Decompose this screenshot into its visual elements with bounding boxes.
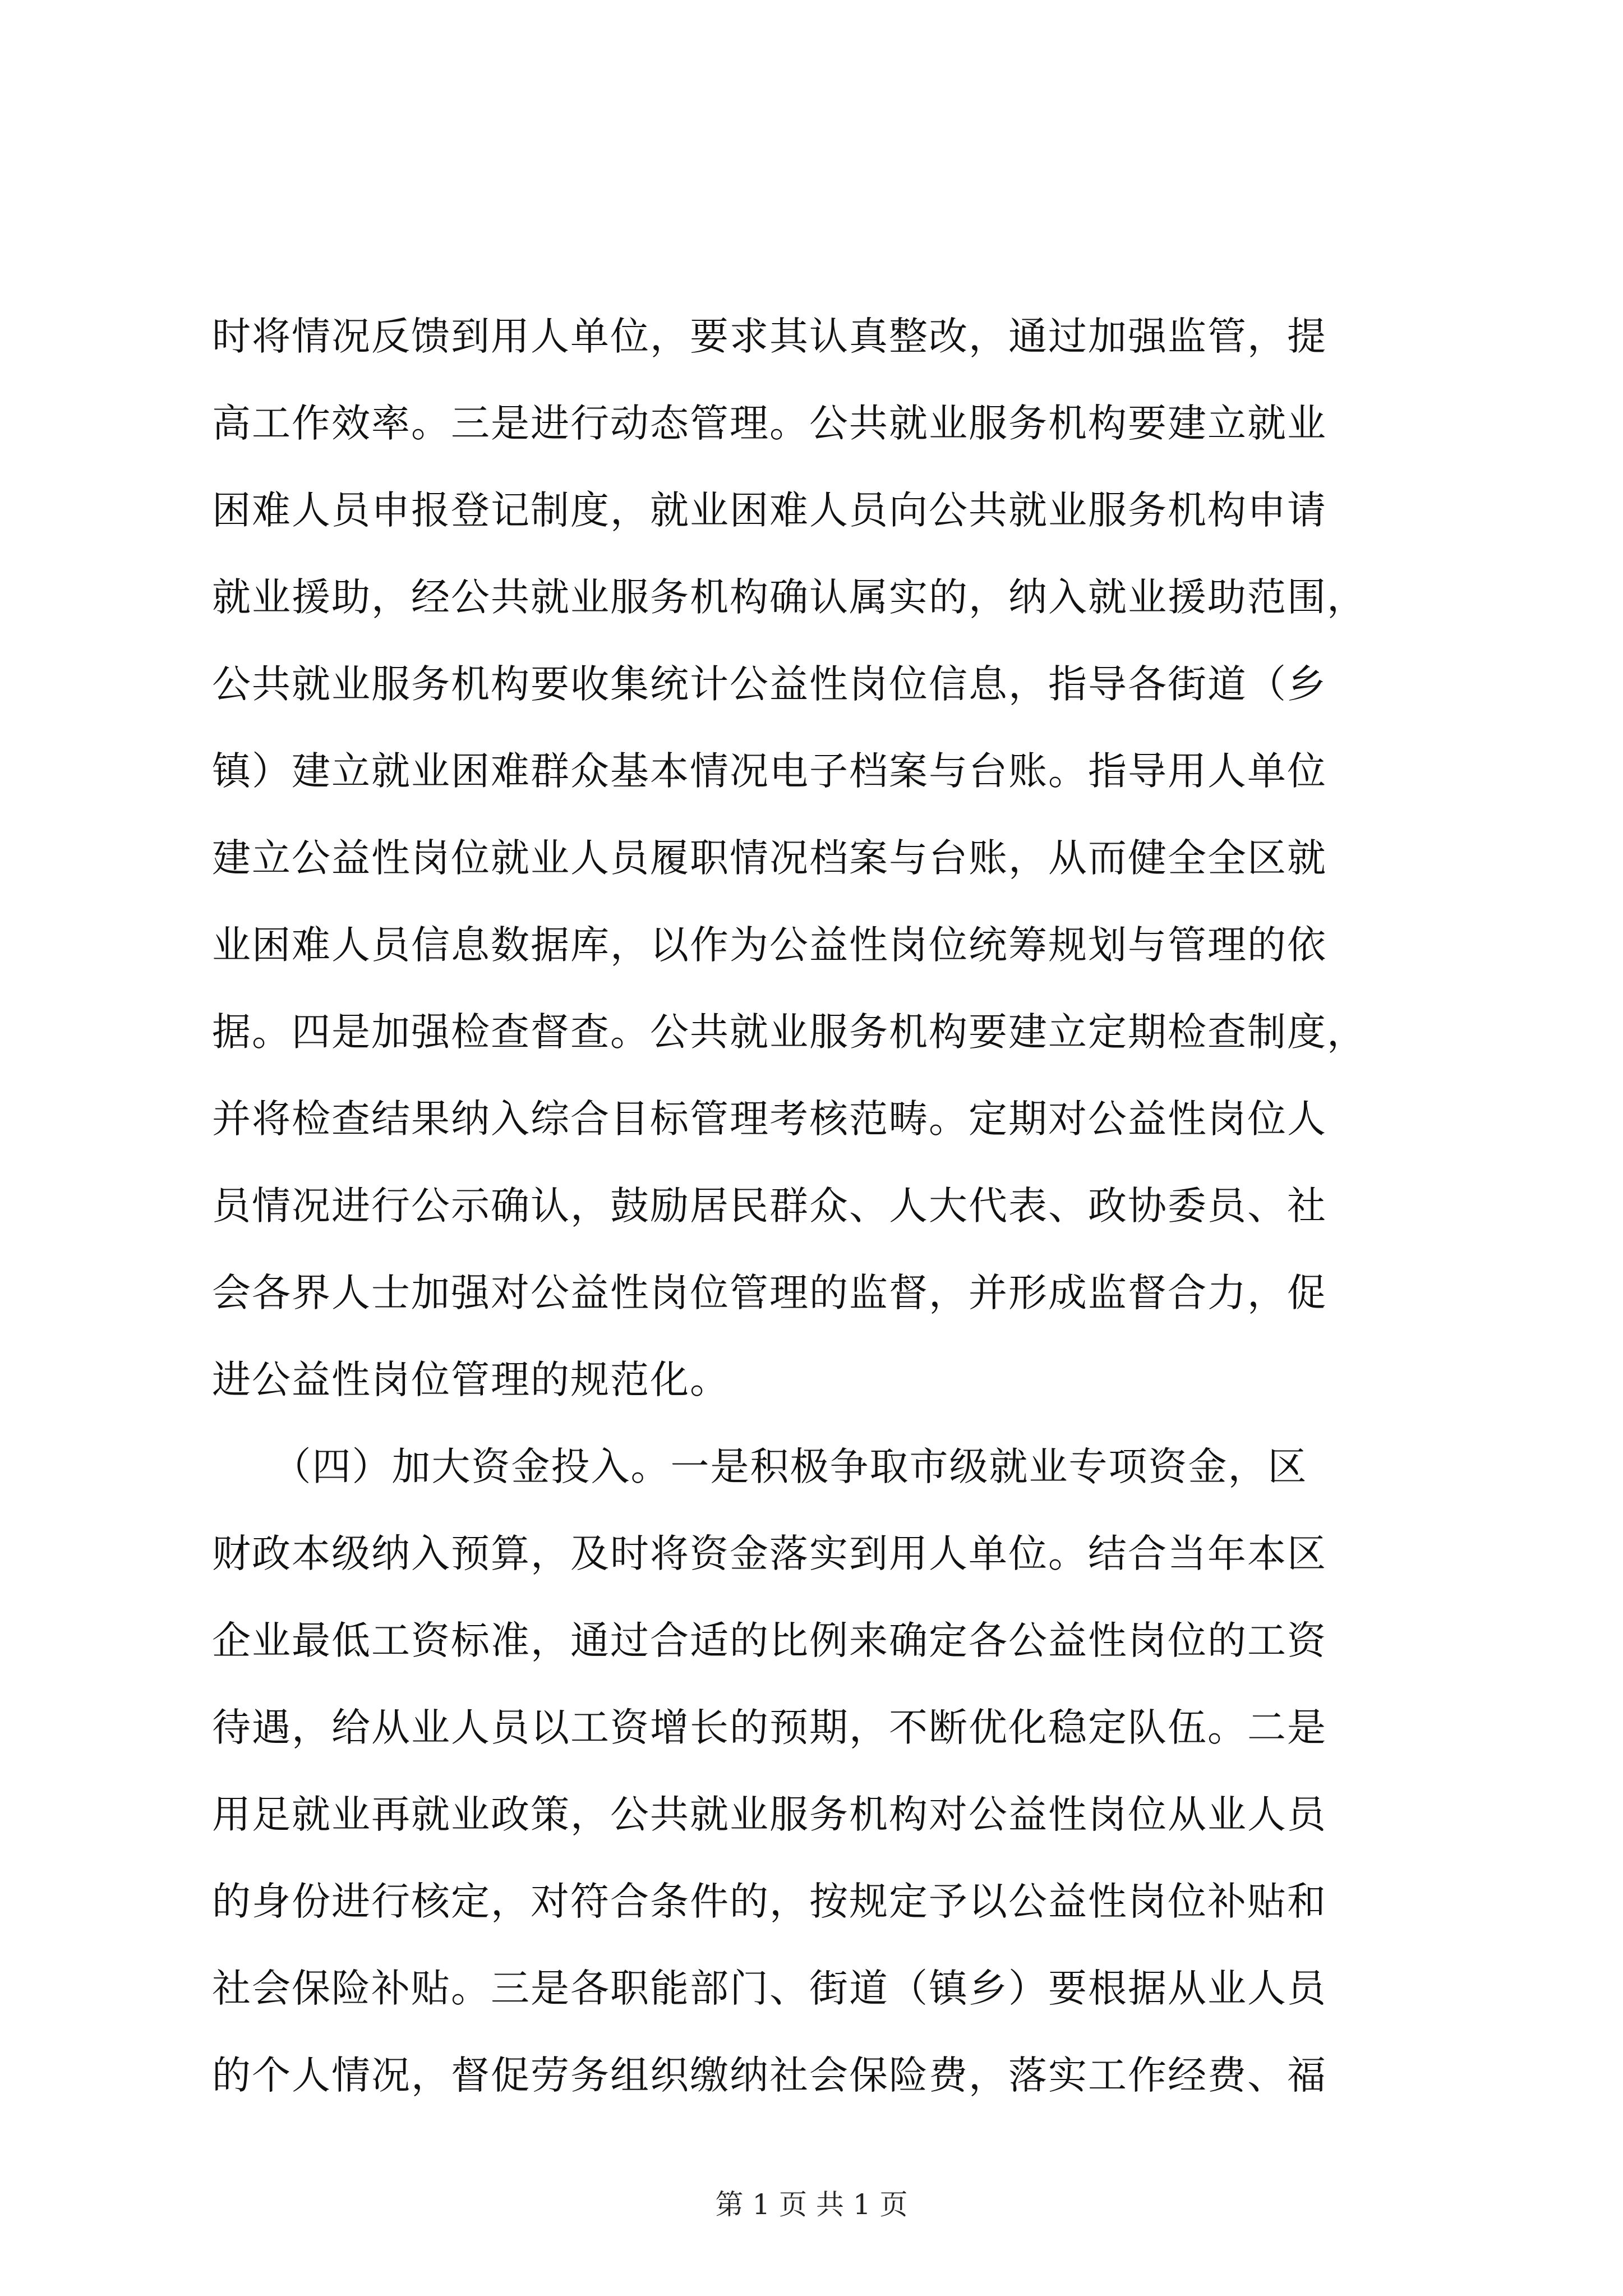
text-line: 待遇，给从业人员以工资增长的预期，不断优化稳定队伍。二是 xyxy=(212,1705,1327,1750)
text-line: 进公益性岗位管理的规范化。 xyxy=(212,1358,730,1402)
text-line: 的身份进行核定，对符合条件的，按规定予以公益性岗位补贴和 xyxy=(212,1879,1327,1924)
text-line: 员情况进行公示确认，鼓励居民群众、人大代表、政协委员、社 xyxy=(212,1184,1327,1228)
text-line: （四）加大资金投入。一是积极争取市级就业专项资金，区 xyxy=(212,1444,1308,1489)
text-line: 的个人情况，督促劳务组织缴纳社会保险费，落实工作经费、福 xyxy=(212,2053,1327,2098)
text-line: 并将检查结果纳入综合目标管理考核范畴。定期对公益性岗位人 xyxy=(212,1097,1327,1142)
text-line: 据。四是加强检查督查。公共就业服务机构要建立定期检查制度， xyxy=(212,1010,1367,1055)
text-line: 企业最低工资标准，通过合适的比例来确定各公益性岗位的工资 xyxy=(212,1618,1327,1663)
text-line: 会各界人士加强对公益性岗位管理的监督，并形成监督合力，促 xyxy=(212,1271,1327,1315)
text-line: 困难人员申报登记制度，就业困难人员向公共就业服务机构申请 xyxy=(212,488,1327,533)
text-line: 高工作效率。三是进行动态管理。公共就业服务机构要建立就业 xyxy=(212,401,1327,446)
page-footer: 第 1 页 共 1 页 xyxy=(715,2188,908,2221)
text-line: 用足就业再就业政策，公共就业服务机构对公益性岗位从业人员 xyxy=(212,1792,1327,1837)
text-line: 镇）建立就业困难群众基本情况电子档案与台账。指导用人单位 xyxy=(212,749,1327,794)
text-line: 时将情况反馈到用人单位，要求其认真整改，通过加强监管，提 xyxy=(212,314,1327,359)
text-line: 社会保险补贴。三是各职能部门、街道（镇乡）要根据从业人员 xyxy=(212,1966,1327,2011)
text-line: 公共就业服务机构要收集统计公益性岗位信息，指导各街道（乡 xyxy=(212,662,1327,707)
text-line: 建立公益性岗位就业人员履职情况档案与台账，从而健全全区就 xyxy=(212,836,1327,881)
text-line: 就业援助，经公共就业服务机构确认属实的，纳入就业援助范围， xyxy=(212,575,1367,620)
text-line: 财政本级纳入预算，及时将资金落实到用人单位。结合当年本区 xyxy=(212,1531,1327,1576)
text-line: 业困难人员信息数据库，以作为公益性岗位统筹规划与管理的依 xyxy=(212,923,1327,968)
